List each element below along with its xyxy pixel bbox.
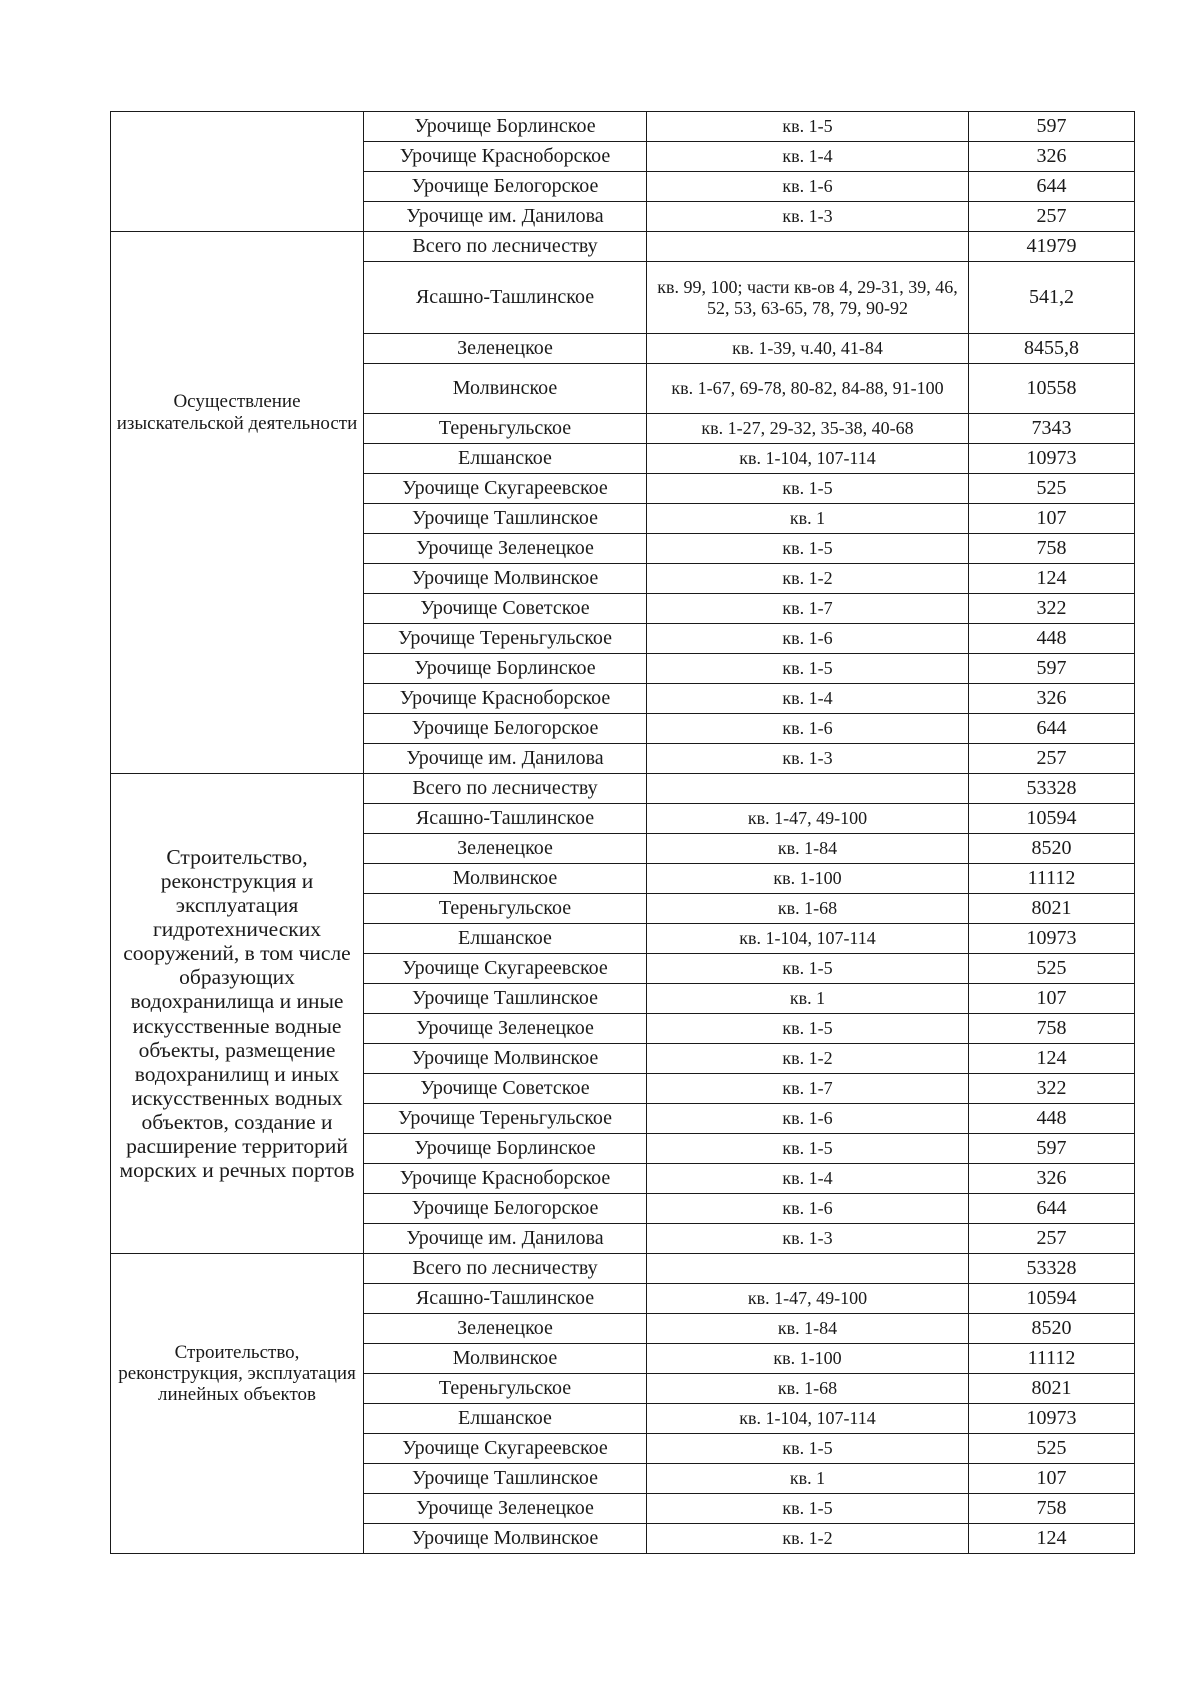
- forestry-name-cell: Ясашно-Ташлинское: [364, 1284, 647, 1314]
- area-cell: 8520: [969, 1314, 1135, 1344]
- area-cell: 11112: [969, 1344, 1135, 1374]
- area-cell: 597: [969, 654, 1135, 684]
- forestry-name-cell: Всего по лесничеству: [364, 774, 647, 804]
- forestry-name-cell: Урочище Ташлинское: [364, 984, 647, 1014]
- quarters-cell: кв. 1-7: [647, 1074, 969, 1104]
- forestry-name-cell: Молвинское: [364, 1344, 647, 1374]
- area-cell: 448: [969, 624, 1135, 654]
- forestry-name-cell: Урочище Борлинское: [364, 654, 647, 684]
- forestry-name-cell: Урочище Ташлинское: [364, 504, 647, 534]
- area-cell: 107: [969, 1464, 1135, 1494]
- forestry-name-cell: Тереньгульское: [364, 894, 647, 924]
- area-cell: 8021: [969, 894, 1135, 924]
- area-cell: 10973: [969, 1404, 1135, 1434]
- forestry-name-cell: Урочище Скугареевское: [364, 474, 647, 504]
- area-cell: 525: [969, 1434, 1135, 1464]
- area-cell: 10594: [969, 804, 1135, 834]
- forestry-name-cell: Урочище Ташлинское: [364, 1464, 647, 1494]
- area-cell: 322: [969, 594, 1135, 624]
- forestry-name-cell: Елшанское: [364, 1404, 647, 1434]
- forestry-name-cell: Урочище Скугареевское: [364, 954, 647, 984]
- forestry-name-cell: Урочище Зеленецкое: [364, 534, 647, 564]
- area-cell: 758: [969, 1014, 1135, 1044]
- forestry-name-cell: Урочище им. Данилова: [364, 1224, 647, 1254]
- forestry-name-cell: Урочище им. Данилова: [364, 744, 647, 774]
- quarters-cell: кв. 1-84: [647, 834, 969, 864]
- forestry-name-cell: Урочище им. Данилова: [364, 202, 647, 232]
- forestry-name-cell: Урочище Борлинское: [364, 112, 647, 142]
- quarters-cell: кв. 1-100: [647, 1344, 969, 1374]
- quarters-cell: кв. 1: [647, 504, 969, 534]
- forestry-name-cell: Урочище Красноборское: [364, 684, 647, 714]
- table-row: [111, 232, 1135, 262]
- quarters-cell: [647, 232, 969, 262]
- quarters-cell: кв. 1-4: [647, 1164, 969, 1194]
- quarters-cell: кв. 1-104, 107-114: [647, 1404, 969, 1434]
- area-cell: 107: [969, 984, 1135, 1014]
- quarters-cell: кв. 1-104, 107-114: [647, 924, 969, 954]
- quarters-cell: кв. 1-6: [647, 1194, 969, 1224]
- area-cell: 525: [969, 474, 1135, 504]
- forestry-name-cell: Ясашно-Ташлинское: [364, 804, 647, 834]
- forestry-name-cell: Всего по лесничеству: [364, 1254, 647, 1284]
- forestry-name-cell: Всего по лесничеству: [364, 232, 647, 262]
- area-cell: 326: [969, 1164, 1135, 1194]
- forestry-name-cell: Молвинское: [364, 364, 647, 414]
- forestry-name-cell: Урочище Белогорское: [364, 1194, 647, 1224]
- quarters-cell: кв. 1-6: [647, 172, 969, 202]
- area-cell: 10973: [969, 924, 1135, 954]
- quarters-cell: кв. 1-100: [647, 864, 969, 894]
- area-cell: 124: [969, 564, 1135, 594]
- category-cell: Строительство, реконструкция и эксплуатация гидротехнических сооружений, в том числе образующих водохранилища и иные искусственные водные объекты, размещение водохранилищ и иных искусственных водных объектов, создание и расширение территорий морских и речных портов: [111, 774, 364, 1254]
- area-cell: 10594: [969, 1284, 1135, 1314]
- quarters-cell: кв. 1-5: [647, 954, 969, 984]
- quarters-cell: [647, 774, 969, 804]
- quarters-cell: кв. 1-5: [647, 474, 969, 504]
- quarters-cell: кв. 1-7: [647, 594, 969, 624]
- area-cell: 758: [969, 534, 1135, 564]
- forestry-name-cell: Урочище Советское: [364, 1074, 647, 1104]
- forestry-name-cell: Урочище Скугареевское: [364, 1434, 647, 1464]
- quarters-cell: кв. 1-84: [647, 1314, 969, 1344]
- quarters-cell: кв. 1-4: [647, 684, 969, 714]
- forestry-name-cell: Урочище Красноборское: [364, 142, 647, 172]
- forestry-name-cell: Зеленецкое: [364, 834, 647, 864]
- quarters-cell: кв. 1-5: [647, 1494, 969, 1524]
- area-cell: 448: [969, 1104, 1135, 1134]
- forestry-name-cell: Урочище Тереньгульское: [364, 624, 647, 654]
- area-cell: 107: [969, 504, 1135, 534]
- quarters-cell: кв. 1-6: [647, 1104, 969, 1134]
- quarters-cell: кв. 1-3: [647, 744, 969, 774]
- category-cell: Осуществление изыскательской деятельности: [111, 232, 364, 774]
- area-cell: 644: [969, 714, 1135, 744]
- area-cell: 644: [969, 172, 1135, 202]
- area-cell: 41979: [969, 232, 1135, 262]
- quarters-cell: кв. 1-6: [647, 624, 969, 654]
- forestry-name-cell: Елшанское: [364, 924, 647, 954]
- quarters-cell: кв. 1-5: [647, 654, 969, 684]
- forestry-name-cell: Урочище Белогорское: [364, 714, 647, 744]
- table-body: [111, 112, 1135, 1554]
- area-cell: 257: [969, 202, 1135, 232]
- forestry-name-cell: Урочище Белогорское: [364, 172, 647, 202]
- forestry-name-cell: Урочище Зеленецкое: [364, 1014, 647, 1044]
- table-row: [111, 1254, 1135, 1284]
- forestry-name-cell: Елшанское: [364, 444, 647, 474]
- area-cell: 597: [969, 112, 1135, 142]
- area-cell: 326: [969, 684, 1135, 714]
- forestry-name-cell: Урочище Зеленецкое: [364, 1494, 647, 1524]
- category-cell: [111, 112, 364, 232]
- forestry-name-cell: Урочище Молвинское: [364, 564, 647, 594]
- area-cell: 8021: [969, 1374, 1135, 1404]
- area-cell: 53328: [969, 1254, 1135, 1284]
- forestry-name-cell: Урочище Красноборское: [364, 1164, 647, 1194]
- forestry-name-cell: Урочище Молвинское: [364, 1524, 647, 1554]
- quarters-cell: кв. 1-2: [647, 564, 969, 594]
- quarters-cell: кв. 99, 100; части кв-ов 4, 29-31, 39, 46, 52, 53, 63-65, 78, 79, 90-92: [647, 262, 969, 334]
- quarters-cell: кв. 1-68: [647, 1374, 969, 1404]
- area-cell: 758: [969, 1494, 1135, 1524]
- quarters-cell: кв. 1-47, 49-100: [647, 1284, 969, 1314]
- quarters-cell: кв. 1-3: [647, 1224, 969, 1254]
- area-cell: 525: [969, 954, 1135, 984]
- quarters-cell: кв. 1-2: [647, 1524, 969, 1554]
- area-cell: 541,2: [969, 262, 1135, 334]
- quarters-cell: кв. 1-27, 29-32, 35-38, 40-68: [647, 414, 969, 444]
- forestry-name-cell: Молвинское: [364, 864, 647, 894]
- area-cell: 597: [969, 1134, 1135, 1164]
- quarters-cell: кв. 1-6: [647, 714, 969, 744]
- quarters-cell: кв. 1-5: [647, 1014, 969, 1044]
- area-cell: 11112: [969, 864, 1135, 894]
- quarters-cell: кв. 1: [647, 984, 969, 1014]
- quarters-cell: кв. 1-5: [647, 1134, 969, 1164]
- category-cell: Строительство, реконструкция, эксплуатация линейных объектов: [111, 1254, 364, 1554]
- forestry-name-cell: Зеленецкое: [364, 1314, 647, 1344]
- quarters-cell: кв. 1-2: [647, 1044, 969, 1074]
- forestry-name-cell: Урочище Борлинское: [364, 1134, 647, 1164]
- forestry-name-cell: Зеленецкое: [364, 334, 647, 364]
- table-row: [111, 774, 1135, 804]
- quarters-cell: кв. 1-4: [647, 142, 969, 172]
- quarters-cell: кв. 1: [647, 1464, 969, 1494]
- quarters-cell: кв. 1-5: [647, 1434, 969, 1464]
- area-cell: 7343: [969, 414, 1135, 444]
- forestry-table: [110, 111, 1135, 1554]
- area-cell: 10973: [969, 444, 1135, 474]
- forestry-name-cell: Ясашно-Ташлинское: [364, 262, 647, 334]
- area-cell: 326: [969, 142, 1135, 172]
- area-cell: 53328: [969, 774, 1135, 804]
- quarters-cell: кв. 1-67, 69-78, 80-82, 84-88, 91-100: [647, 364, 969, 414]
- forestry-name-cell: Урочище Молвинское: [364, 1044, 647, 1074]
- forestry-name-cell: Тереньгульское: [364, 1374, 647, 1404]
- area-cell: 8520: [969, 834, 1135, 864]
- area-cell: 124: [969, 1044, 1135, 1074]
- forestry-name-cell: Тереньгульское: [364, 414, 647, 444]
- forestry-name-cell: Урочище Советское: [364, 594, 647, 624]
- quarters-cell: кв. 1-104, 107-114: [647, 444, 969, 474]
- area-cell: 257: [969, 744, 1135, 774]
- area-cell: 8455,8: [969, 334, 1135, 364]
- table-row: [111, 112, 1135, 142]
- quarters-cell: кв. 1-39, ч.40, 41-84: [647, 334, 969, 364]
- area-cell: 322: [969, 1074, 1135, 1104]
- quarters-cell: кв. 1-3: [647, 202, 969, 232]
- quarters-cell: кв. 1-68: [647, 894, 969, 924]
- quarters-cell: [647, 1254, 969, 1284]
- area-cell: 124: [969, 1524, 1135, 1554]
- area-cell: 644: [969, 1194, 1135, 1224]
- area-cell: 10558: [969, 364, 1135, 414]
- forestry-name-cell: Урочище Тереньгульское: [364, 1104, 647, 1134]
- quarters-cell: кв. 1-5: [647, 112, 969, 142]
- quarters-cell: кв. 1-47, 49-100: [647, 804, 969, 834]
- area-cell: 257: [969, 1224, 1135, 1254]
- quarters-cell: кв. 1-5: [647, 534, 969, 564]
